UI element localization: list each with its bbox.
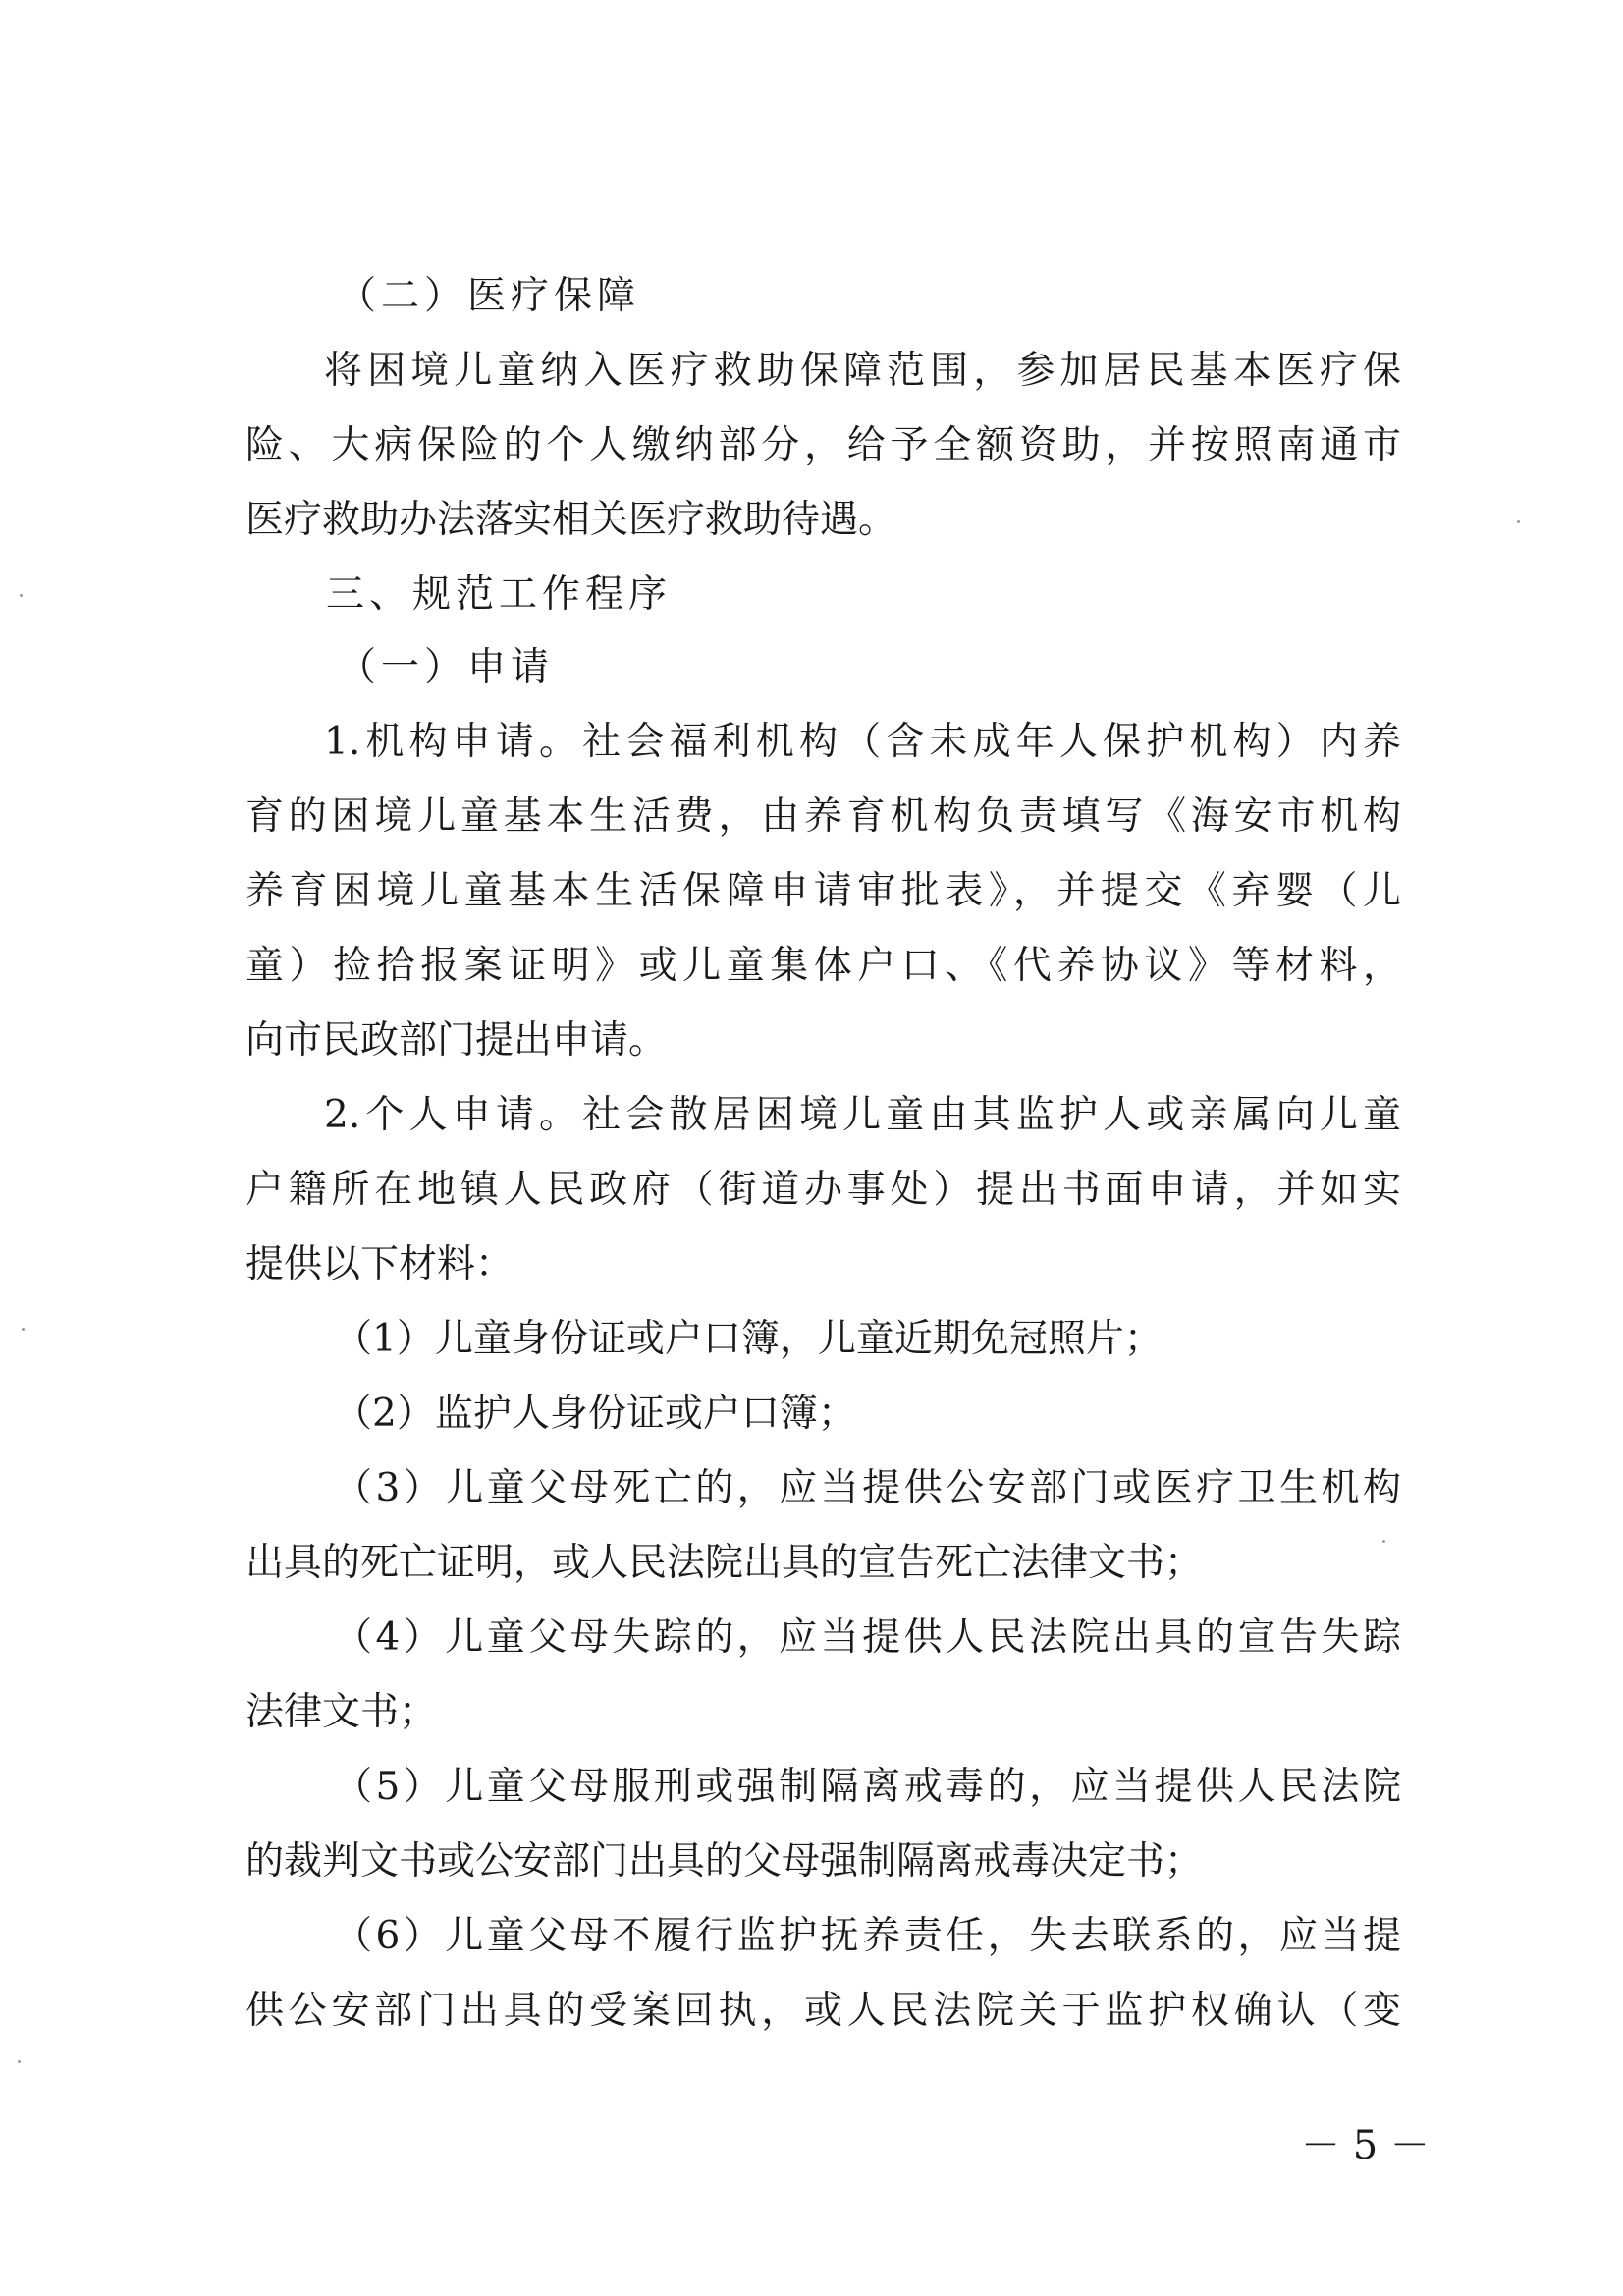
scan-speck	[1382, 1540, 1385, 1543]
paragraph-line: 1.机构申请。社会福利机构（含未成年人保护机构）内养	[324, 720, 1401, 764]
section-heading-workflow: 三、规范工作程序	[326, 573, 673, 617]
scan-speck	[22, 1328, 25, 1331]
paragraph-line: 将困境儿童纳入医疗救助保障范围，参加居民基本医疗保	[324, 349, 1401, 393]
scan-speck	[18, 2060, 21, 2063]
subheading-application: （一）申请	[338, 645, 555, 689]
list-item: （6）儿童父母不履行监护抚养责任，失去联系的，应当提	[334, 1914, 1401, 1958]
list-item: （3）儿童父母死亡的，应当提供公安部门或医疗卫生机构	[334, 1466, 1401, 1510]
subheading-medical-security: （二）医疗保障	[338, 274, 641, 318]
list-item-continuation: 法律文书；	[245, 1690, 438, 1734]
page-number: － 5 －	[1301, 2123, 1430, 2168]
paragraph-line: 向市民政部门提出申请。	[245, 1018, 668, 1063]
paragraph-line: 养育困境儿童基本生活保障申请审批表》，并提交《弃婴（儿	[245, 869, 1401, 913]
paragraph-line: 2.个人申请。社会散居困境儿童由其监护人或亲属向儿童	[324, 1093, 1401, 1137]
list-item-continuation: 出具的死亡证明，或人民法院出具的宣告死亡法律文书；	[245, 1541, 1204, 1585]
scan-speck	[20, 594, 23, 597]
paragraph-line: 童）捡拾报案证明》或儿童集体户口、《代养协议》等材料，	[245, 944, 1401, 988]
paragraph-line: 户籍所在地镇人民政府（街道办事处）提出书面申请，并如实	[245, 1168, 1401, 1212]
list-item-continuation: 的裁判文书或公安部门出具的父母强制隔离戒毒决定书；	[245, 1839, 1204, 1884]
paragraph-line: 医疗救助办法落实相关医疗救助待遇。	[245, 498, 897, 542]
paragraph-line: 险、大病保险的个人缴纳部分，给予全额资助，并按照南通市	[245, 423, 1401, 467]
paragraph-line: 提供以下材料：	[245, 1242, 514, 1286]
paragraph-line: 育的困境儿童基本生活费，由养育机构负责填写《海安市机构	[245, 794, 1401, 839]
list-item: （2）监护人身份证或户口簿；	[334, 1392, 856, 1436]
list-item: （5）儿童父母服刑或强制隔离戒毒的，应当提供人民法院	[334, 1765, 1401, 1809]
list-item: （1）儿童身份证或户口簿，儿童近期免冠照片；	[334, 1317, 1163, 1361]
list-item: （4）儿童父母失踪的，应当提供人民法院出具的宣告失踪	[334, 1615, 1401, 1660]
list-item-continuation: 供公安部门出具的受案回执，或人民法院关于监护权确认（变	[245, 1989, 1401, 2033]
scan-speck	[1517, 520, 1520, 523]
